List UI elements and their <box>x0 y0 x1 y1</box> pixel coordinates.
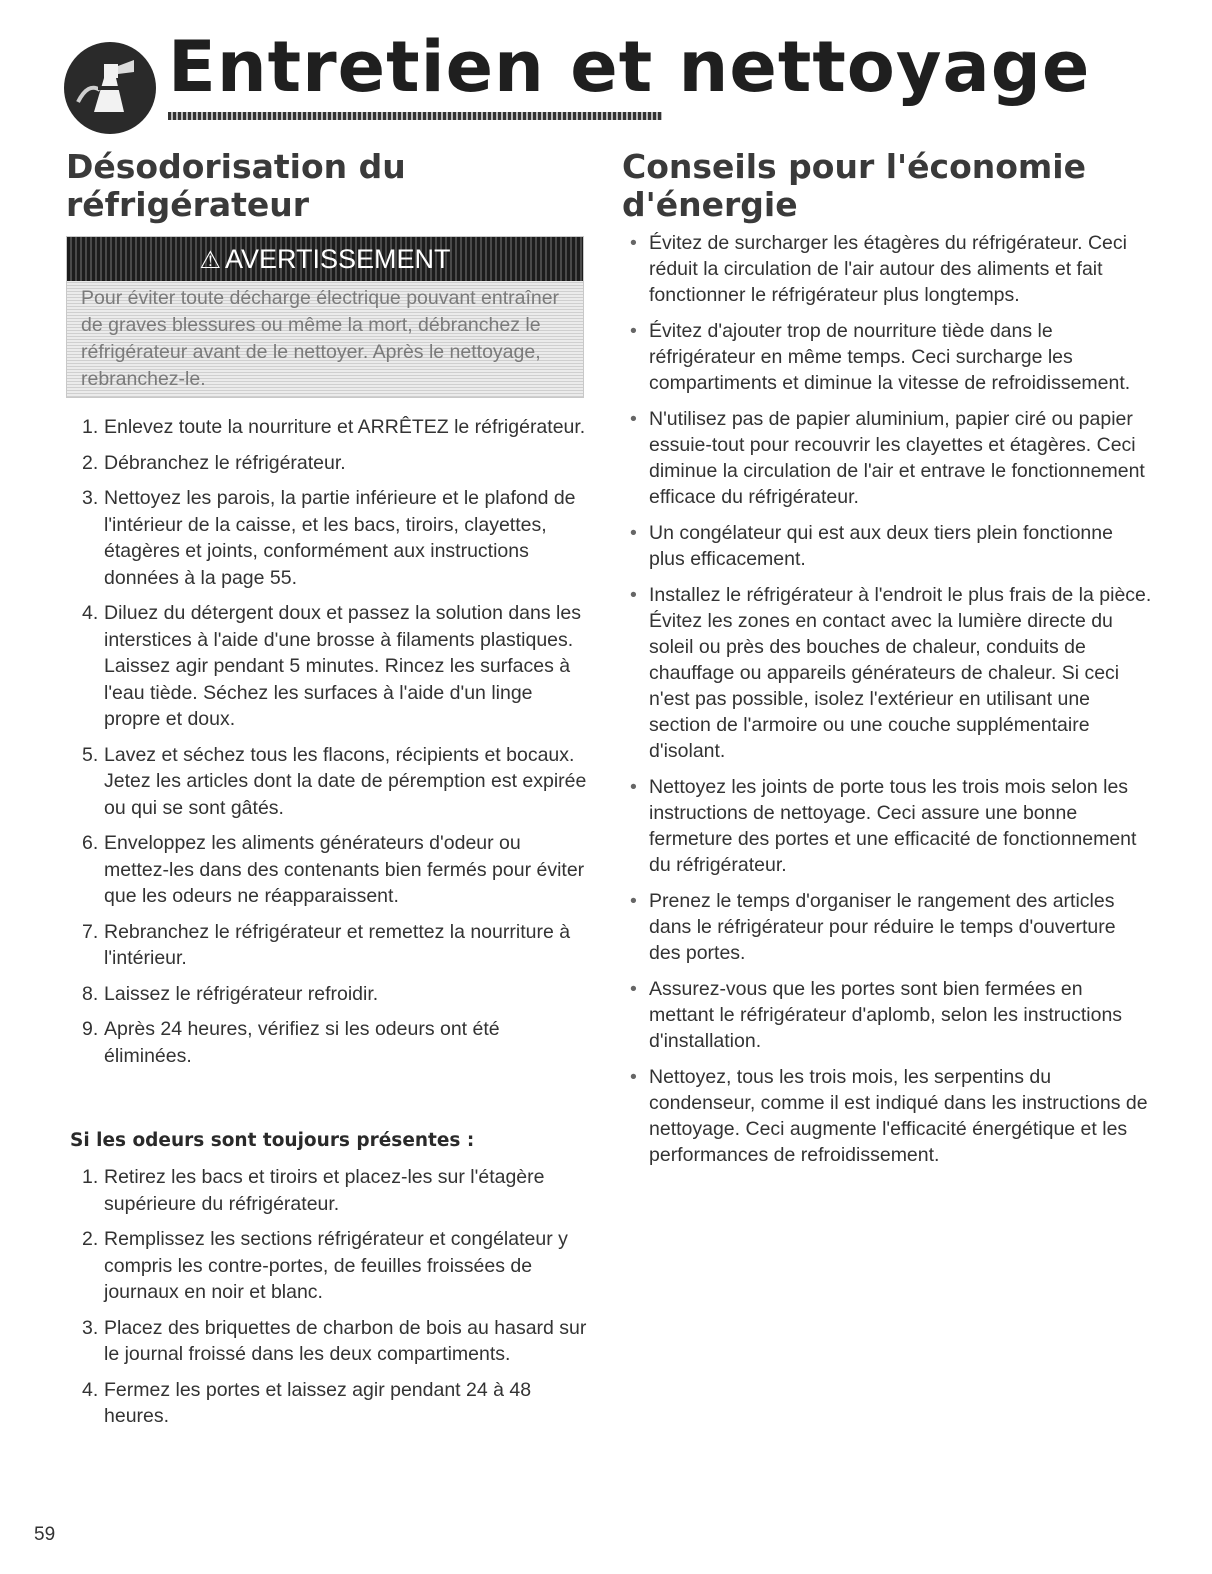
step-text: Diluez du détergent doux et passez la solution dans les interstices à l'aide d'une brosse à filaments plastiques. Laissez agir pendant 5 minutes. Rincez les surfaces à l'eau tiède. Séchez les surfaces à l'aide d'un linge propre et doux. <box>104 602 581 730</box>
list-item <box>66 1226 590 1306</box>
bullet-icon: • <box>630 584 637 606</box>
list-item <box>66 919 590 972</box>
list-item <box>66 1315 590 1368</box>
step-number: 6. <box>82 832 99 854</box>
list-item <box>622 230 1152 308</box>
page-title: Entretien et nettoyage <box>168 26 1091 108</box>
bullet-icon: • <box>630 320 637 342</box>
list-item <box>66 742 590 822</box>
cleaning-spray-icon <box>64 42 156 134</box>
warning-text: Pour éviter toute décharge électrique pouvant entraîner de graves blessures ou même la mort, débranchez le réfrigérateur avant de le nettoyer. Après le nettoyage, rebranchez-le. <box>81 287 560 390</box>
warning-banner <box>67 237 583 281</box>
bullet-icon: • <box>630 1066 637 1088</box>
tip-text: N'utilisez pas de papier aluminium, papier ciré ou papier essuie-tout pour recouvrir les clayettes et étagères. Ceci diminue la circulation de l'air et entrave le fonctionnement efficace du réfrigérateur. <box>649 408 1145 508</box>
list-item <box>66 600 590 733</box>
step-text: Enveloppez les aliments générateurs d'odeur ou mettez-les dans des contenants bien fermés pour éviter que les odeurs ne réapparaissent. <box>104 832 585 907</box>
tip-text: Nettoyez, tous les trois mois, les serpentins du condenseur, comme il est indiqué dans les instructions de nettoyage. Ceci augmente l'efficacité énergétique et les performances de refroidissement. <box>649 1066 1148 1166</box>
odors-persist-subheading: Si les odeurs sont toujours présentes : <box>70 1130 475 1151</box>
step-text: Remplissez les sections réfrigérateur et congélateur y compris les contre-portes, de feuilles froissées de journaux en noir et blanc. <box>104 1228 568 1303</box>
tip-text: Évitez de surcharger les étagères du réfrigérateur. Ceci réduit la circulation de l'air autour des aliments et fait fonctionner le réfrigérateur plus longtemps. <box>649 232 1127 306</box>
list-item <box>622 774 1152 878</box>
list-item <box>622 318 1152 396</box>
step-number: 4. <box>82 602 99 624</box>
tip-text: Assurez-vous que les portes sont bien fermées en mettant le réfrigérateur d'aplomb, selon les instructions d'installation. <box>649 978 1123 1052</box>
list-item <box>66 830 590 910</box>
list-item <box>622 888 1152 966</box>
list-item <box>66 485 590 591</box>
step-text: Enlevez toute la nourriture et ARRÊTEZ le réfrigérateur. <box>104 416 586 438</box>
warning-label: AVERTISSEMENT <box>224 244 451 274</box>
step-text: Débranchez le réfrigérateur. <box>104 451 346 474</box>
bullet-icon: • <box>630 408 637 430</box>
section-heading-deodorize: Désodorisation du réfrigérateur <box>66 147 406 224</box>
tip-text: Nettoyez les joints de porte tous les trois mois selon les instructions de nettoyage. Ceci assure une bonne fermeture des portes et une efficacité de fonctionnement du réfrigérateur. <box>649 776 1137 876</box>
list-item <box>622 1064 1152 1168</box>
step-text: Fermez les portes et laissez agir pendant 24 à 48 heures. <box>104 1378 532 1427</box>
list-item <box>66 1016 590 1069</box>
step-text: Après 24 heures, vérifiez si les odeurs ont été éliminées. <box>104 1018 500 1067</box>
list-item <box>66 1164 590 1217</box>
list-item <box>66 450 590 477</box>
list-item <box>622 976 1152 1054</box>
persistent-odor-steps <box>66 1164 590 1439</box>
tip-text: Installez le réfrigérateur à l'endroit le plus frais de la pièce. Évitez les zones en contact avec la lumière directe du soleil ou près des bouches de chaleur, conduits de chauffage ou appareils générateurs de chaleur. Si ceci n'est pas possible, isolez l'extérieur en utilisant une section de l'armoire ou une couche supplémentaire d'isolant. <box>649 584 1152 762</box>
step-number: 4. <box>82 1378 99 1401</box>
step-text: Laissez le réfrigérateur refroidir. <box>104 982 379 1005</box>
list-item <box>622 520 1152 572</box>
warning-triangle-icon: ⚠ <box>199 247 221 274</box>
step-number: 2. <box>82 1228 99 1250</box>
bullet-icon: • <box>630 890 637 912</box>
bullet-icon: • <box>630 232 637 254</box>
list-item <box>66 981 590 1008</box>
deodorize-steps <box>66 414 590 1078</box>
tip-text: Un congélateur qui est aux deux tiers plein fonctionne plus efficacement. <box>649 522 1113 570</box>
step-text: Placez des briquettes de charbon de bois au hasard sur le journal froissé dans les deux compartiments. <box>104 1316 587 1365</box>
step-number: 9. <box>82 1018 99 1040</box>
section-heading-energy: Conseils pour l'économie d'énergie <box>622 147 1086 224</box>
step-number: 1. <box>82 416 99 438</box>
bullet-icon: • <box>630 978 637 1000</box>
step-text: Retirez les bacs et tiroirs et placez-les sur l'étagère supérieure du réfrigérateur. <box>104 1166 545 1215</box>
tip-text: Évitez d'ajouter trop de nourriture tiède dans le réfrigérateur en même temps. Ceci surcharge les compartiments et diminue la vitesse de refroidissement. <box>649 320 1131 394</box>
list-item <box>622 582 1152 764</box>
step-text: Lavez et séchez tous les flacons, récipients et bocaux. Jetez les articles dont la date de péremption est expirée ou qui se sont gâtés. <box>104 743 587 819</box>
step-number: 3. <box>82 1316 99 1339</box>
step-number: 8. <box>82 982 99 1005</box>
step-text: Nettoyez les parois, la partie inférieure et le plafond de l'intérieur de la caisse, et les bacs, tiroirs, clayettes, étagères et joints, conformément aux instructions données à la page 55. <box>104 487 576 589</box>
page-number: 59 <box>34 1524 56 1545</box>
step-number: 5. <box>82 743 99 766</box>
step-number: 7. <box>82 920 99 943</box>
list-item <box>66 414 590 441</box>
title-underline <box>168 112 662 120</box>
list-item <box>622 406 1152 510</box>
step-number: 1. <box>82 1166 99 1188</box>
warning-box <box>66 236 584 398</box>
list-item <box>66 1377 590 1430</box>
bullet-icon: • <box>630 522 637 544</box>
step-number: 2. <box>82 451 99 474</box>
tip-text: Prenez le temps d'organiser le rangement des articles dans le réfrigérateur pour réduire le temps d'ouverture des portes. <box>649 890 1116 964</box>
bullet-icon: • <box>630 776 637 798</box>
energy-tips-list <box>622 230 1152 1178</box>
step-number: 3. <box>82 487 99 509</box>
step-text: Rebranchez le réfrigérateur et remettez la nourriture à l'intérieur. <box>104 920 571 969</box>
